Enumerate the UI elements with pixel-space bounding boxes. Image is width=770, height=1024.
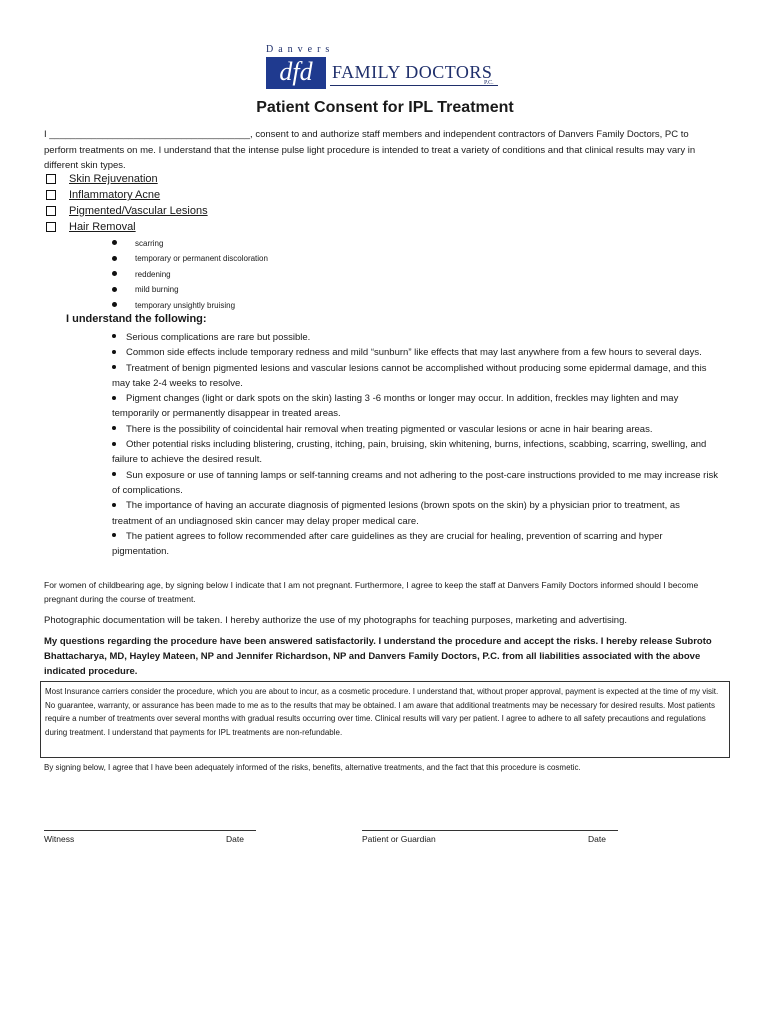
- list-item: Treatment of benign pigmented lesions and vascular lesions cannot be accomplished without producing some epidermal damage, and this may take 2-4 weeks to resolve.: [112, 362, 707, 389]
- bullet-icon: [112, 256, 117, 261]
- checkbox-icon[interactable]: [46, 174, 56, 184]
- list-item: mild burning: [112, 282, 268, 297]
- logo-danvers-word: Danvers: [266, 44, 335, 55]
- bullet-icon: [112, 442, 116, 446]
- insurance-box: [40, 681, 730, 758]
- treatment-label: Hair Removal: [69, 221, 136, 233]
- bullet-icon: [112, 365, 116, 369]
- list-item: Other potential risks including blistering, crusting, itching, pain, bruising, skin whitening, burns, infections, scabbing, scarring, swelling, and failure to achieve the desired result.: [112, 439, 707, 466]
- checkbox-icon[interactable]: [46, 190, 56, 200]
- checkbox-icon[interactable]: [46, 222, 56, 232]
- logo-rule: [330, 85, 498, 86]
- treatment-item[interactable]: [46, 203, 208, 219]
- bullet-icon: [112, 396, 116, 400]
- bullet-icon: [112, 240, 117, 245]
- pregnancy-notice: For women of childbearing age, by signing below I indicate that I am not pregnant. Furthermore, I agree to keep the staff at Danvers Family Doctors informed should I become pregnant during the course of treatment.: [44, 580, 699, 604]
- practice-logo: [262, 44, 502, 94]
- treatment-label: Pigmented/Vascular Lesions: [69, 205, 208, 217]
- intro-paragraph: I ______________________________________, consent to and authorize staff members and independent contractors of Danvers Family Doctors, PC to perform treatments on me. I understand that the intense pulse light procedure is intended to treat a variety of conditions and that clinical results may vary in different skin types.: [44, 129, 696, 171]
- checkbox-icon[interactable]: [46, 206, 56, 216]
- list-item: The patient agrees to follow recommended after care guidelines as they are crucial for healing, prevention of scarring and hyper pigmentation.: [112, 530, 663, 558]
- bullet-icon: [112, 426, 116, 430]
- side-effects-list: [112, 236, 268, 313]
- list-item: Sun exposure or use of tanning lamps or self-tanning creams and not adhering to the post-care instructions provided to me may increase risk of complications.: [112, 469, 718, 496]
- liability-release: My questions regarding the procedure have been answered satisfactorily. I understand the procedure and accept the risks. I hereby release Subroto Bhattacharya, MD, Hayley Mateen, NP and Jennifer Richardson, NP and Danvers Family Doctors, P.C. from all liabilities associated with the above indicated procedure.: [44, 636, 712, 677]
- bullet-icon: [112, 350, 116, 354]
- witness-label: Witness: [44, 834, 75, 844]
- guarantee-paragraph: No guarantee, warranty, or assurance has been made to me as to the results that may be obtained. I am aware that additional treatments may be necessary for desired results. Most patients require a number of treatments over several months with gradual results occurring over time. Clinical results will vary per patient. I agree to adhere to all safety precautions and regulations during treatment. I understand that payments for IPL treatments are non-refundable.: [45, 700, 715, 737]
- insurance-paragraph: Most Insurance carriers consider the procedure, which you are about to incur, as a cosmetic procedure. I understand that, without proper approval, payment is expected at the time of my visit.: [45, 687, 719, 696]
- bullet-icon: [112, 533, 116, 537]
- logo-suffix: P.C.: [484, 80, 494, 86]
- document-title: Patient Consent for IPL Treatment: [256, 99, 514, 116]
- patient-date-label: Date: [588, 834, 606, 844]
- bullet-icon: [112, 503, 116, 507]
- patient-label: Patient or Guardian: [362, 834, 436, 844]
- treatment-item[interactable]: [46, 187, 208, 203]
- list-item: Serious complications are rare but possible.: [112, 330, 722, 345]
- witness-date-label: Date: [226, 834, 244, 844]
- treatment-item[interactable]: [46, 219, 208, 235]
- witness-signature-line[interactable]: [44, 830, 256, 831]
- list-item: temporary unsightly bruising: [112, 298, 268, 313]
- logo-monogram: dfd: [279, 57, 313, 86]
- list-item: There is the possibility of coincidental hair removal when treating pigmented or vascular lesions or acne in hair bearing areas.: [112, 422, 722, 437]
- final-statement: By signing below, I agree that I have been adequately informed of the risks, benefits, alternative treatments, and the fact that this procedure is cosmetic.: [44, 763, 581, 772]
- list-item: Pigment changes (light or dark spots on the skin) lasting 3 -6 months or longer may occur. In addition, freckles may lighten and may temporarily or permanently disappear in treated areas.: [112, 393, 679, 420]
- list-item: reddening: [112, 267, 268, 282]
- bullet-icon: [112, 334, 116, 338]
- list-item: scarring: [112, 236, 268, 251]
- list-item: The importance of having an accurate diagnosis of pigmented lesions (brown spots on the skin) by a physician prior to treatment, as treatment of an undiagnosed skin cancer may delay proper medical care.: [112, 500, 680, 527]
- understand-list: [112, 330, 722, 559]
- treatment-label: Skin Rejuvenation: [69, 173, 158, 185]
- bullet-icon: [112, 271, 117, 276]
- logo-name: FAMILY DOCTORS: [332, 62, 493, 82]
- list-item: temporary or permanent discoloration: [112, 251, 268, 266]
- bullet-icon: [112, 287, 117, 292]
- bullet-icon: [112, 472, 116, 476]
- treatment-item[interactable]: [46, 171, 208, 187]
- understand-heading: I understand the following:: [66, 313, 207, 325]
- treatment-checklist: [46, 171, 208, 235]
- photo-notice: Photographic documentation will be taken. I hereby authorize the use of my photographs for teaching purposes, marketing and advertising.: [44, 615, 628, 626]
- patient-signature-line[interactable]: [362, 830, 618, 831]
- logo-monogram-block: [266, 57, 326, 89]
- list-item: Common side effects include temporary redness and mild “sunburn” like effects that may last anywhere from a few hours to several days.: [112, 345, 722, 360]
- treatment-label: Inflammatory Acne: [69, 189, 161, 201]
- bullet-icon: [112, 302, 117, 307]
